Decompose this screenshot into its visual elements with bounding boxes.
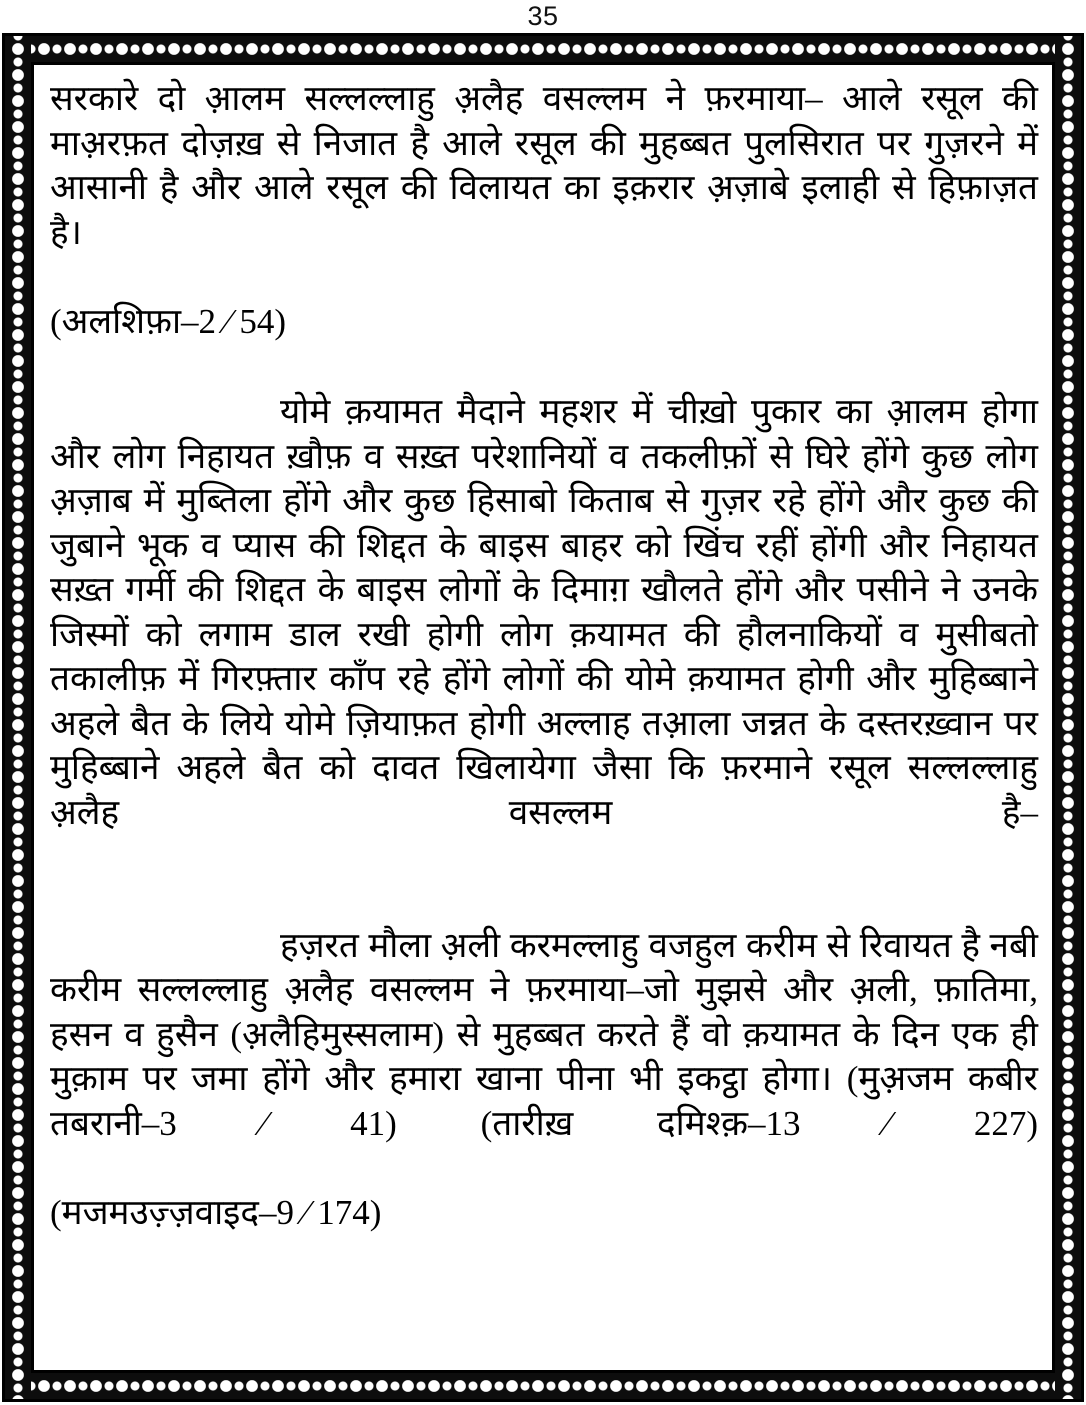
paragraph-1-citation: (अलशिफ़ा–2 ⁄ 54) xyxy=(50,301,287,341)
ornamental-frame xyxy=(2,33,1084,1402)
paragraph-3-citation: (मजमउज़्ज़वाइद–9 ⁄ 174) xyxy=(50,1192,382,1232)
border-chain-right-icon xyxy=(1055,36,1081,1399)
border-chain-left-icon xyxy=(5,36,31,1399)
paragraph-1-body: सरकारे दो आ़लम सल्लल्लाहु अ़लैह वसल्लम ने फ़रमाया– आले रसूल की माअ़रफ़त दोज़ख़ से निजात है आले रसूल की मुहब्बत पुलसिरात पर गुज़रने में आसानी है और आले रसूल की विलायत का इक़रार अ़ज़ाबे इलाही से हिफ़ाज़त है। xyxy=(50,79,1038,252)
page-number: 35 xyxy=(527,1,559,31)
border-chain-top-icon xyxy=(5,36,1081,62)
paragraph-spacer xyxy=(50,880,1038,924)
paragraph-3-body: हज़रत मौला अ़ली करमल्लाहु वजहुल करीम से रिवायत है नबी करीम सल्लल्लाहु अ़लैह वसल्लम ने फ़रमाया–जो मुझसे और अ़ली, फ़ातिमा, हसन व हुसैन (अ़लैहिमुस्सलाम) से मुहब्बत करते हैं वो क़यामत के दिन एक ही मुक़ाम पर जमा होंगे और हमारा खाना पीना भी इकट्ठा होगा। (मुअ़जम कबीर तबरानी–3 ⁄ 41) (तारीख़ दमिश्क़–13 ⁄ 227) xyxy=(50,925,1038,1143)
text-body xyxy=(50,77,1038,1360)
paragraph-spacer xyxy=(50,344,1038,390)
border-chain-bottom-icon xyxy=(5,1373,1081,1399)
paragraph-2-body: योमे क़यामत मैदाने महशर में चीख़ो पुकार का आ़लम होगा और लोग निहायत ख़ौफ़ व सख़्त परेशानियों व तकलीफ़ों से घिरे होंगे कुछ लोग अ़ज़ाब में मुब्तिला होंगे और कुछ हिसाबो किताब से गुज़र रहे होंगे और कुछ की जुबाने भूक व प्यास की शिद्दत के बाइस बाहर को खिंच रहीं होंगी और निहायत सख़्त गर्मी की शिद्दत के बाइस लोगों के दिमाग़ खौलते होंगे और पसीने ने उनके जिस्मों को लगाम डाल रखी होगी लोग क़यामत की हौलनाकियों व मुसीबतो तकालीफ़ में गिरफ़्तार काँप रहे होंगे लोगों की योमे क़यामत होगी और मुहिब्बाने अहले बैत के लिये योमे ज़ियाफ़त होगी अल्लाह तआ़ला जन्नत के दस्तरख़्वान पर मुहिब्बाने अहले बैत को दावत खिलायेगा जैसा कि फ़रमाने रसूल सल्लल्लाहु अ़लैह वसल्लम है– xyxy=(50,392,1038,832)
inner-rule xyxy=(31,62,1055,1373)
